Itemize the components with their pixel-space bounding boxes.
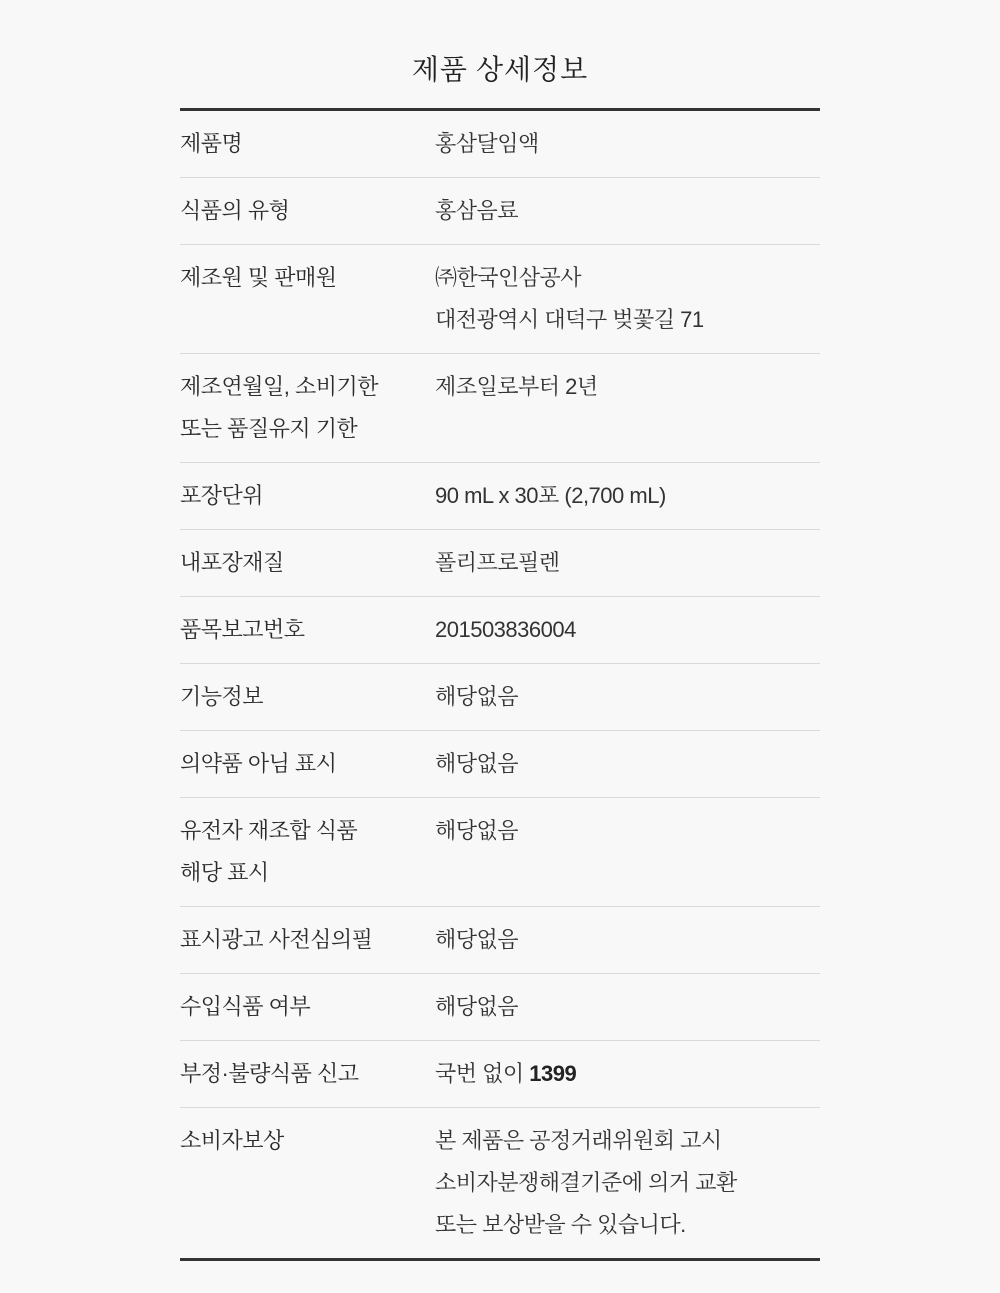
row-value-line: 대전광역시 대덕구 벚꽃길 71	[435, 307, 704, 332]
hotline-number: 1399	[529, 1061, 577, 1086]
row-value-line: ㈜한국인삼공사	[435, 265, 582, 290]
table-row-package-unit	[180, 463, 820, 530]
row-value-line: 소비자분쟁해결기준에 의거 교환	[435, 1170, 737, 1195]
table-row-shelf-life	[180, 354, 820, 463]
product-detail-page	[180, 0, 820, 1261]
row-value: 해당없음	[435, 751, 519, 776]
page-title: 제품 상세정보	[411, 55, 589, 86]
table-row-food-type	[180, 178, 820, 245]
row-value: 해당없음	[435, 927, 519, 952]
table-row-report-number	[180, 597, 820, 664]
table-row-function-info	[180, 664, 820, 731]
row-value-line: 본 제품은 공정거래위원회 고시	[435, 1128, 722, 1153]
row-value: 90 mL x 30포 (2,700 mL)	[435, 483, 666, 508]
row-value: 201503836004	[435, 617, 576, 642]
row-label: 수입식품 여부	[180, 994, 311, 1019]
table-row-imported-food	[180, 974, 820, 1041]
row-value: 해당없음	[435, 818, 519, 843]
row-value	[435, 1120, 820, 1246]
table-row-inner-package-material	[180, 530, 820, 597]
row-label	[180, 810, 435, 894]
row-value: 홍삼음료	[435, 198, 519, 223]
product-detail-table	[180, 108, 820, 1261]
table-row-consumer-compensation	[180, 1108, 820, 1258]
row-label: 부정·불량식품 신고	[180, 1061, 359, 1086]
row-value: 홍삼달임액	[435, 131, 539, 156]
row-label	[180, 366, 435, 450]
row-label-line: 제조연월일, 소비기한	[180, 374, 378, 399]
row-label: 식품의 유형	[180, 198, 290, 223]
row-value: 제조일로부터 2년	[435, 374, 598, 399]
row-label: 포장단위	[180, 483, 264, 508]
table-row-not-medicine-notice	[180, 731, 820, 798]
row-label-line: 유전자 재조합 식품	[180, 818, 358, 843]
hotline-text: 국번 없이	[435, 1061, 530, 1086]
table-row-report-hotline	[180, 1041, 820, 1108]
row-value: 폴리프로필렌	[435, 550, 560, 575]
row-label: 표시광고 사전심의필	[180, 927, 373, 952]
row-label: 품목보고번호	[180, 617, 305, 642]
row-label: 소비자보상	[180, 1128, 284, 1153]
row-label: 제조원 및 판매원	[180, 265, 337, 290]
row-label: 의약품 아님 표시	[180, 751, 337, 776]
table-row-ad-preapproval	[180, 907, 820, 974]
row-label: 제품명	[180, 131, 243, 156]
row-value: 해당없음	[435, 684, 519, 709]
row-label: 기능정보	[180, 684, 264, 709]
table-row-gmo-notice	[180, 798, 820, 907]
row-value-line: 또는 보상받을 수 있습니다.	[435, 1212, 686, 1237]
table-row-product-name	[180, 111, 820, 178]
row-value: 해당없음	[435, 994, 519, 1019]
row-value	[435, 257, 820, 341]
table-row-manufacturer	[180, 245, 820, 354]
row-value	[435, 1053, 820, 1095]
row-label-line: 또는 품질유지 기한	[180, 416, 358, 441]
row-label-line: 해당 표시	[180, 860, 269, 885]
row-label: 내포장재질	[180, 550, 284, 575]
